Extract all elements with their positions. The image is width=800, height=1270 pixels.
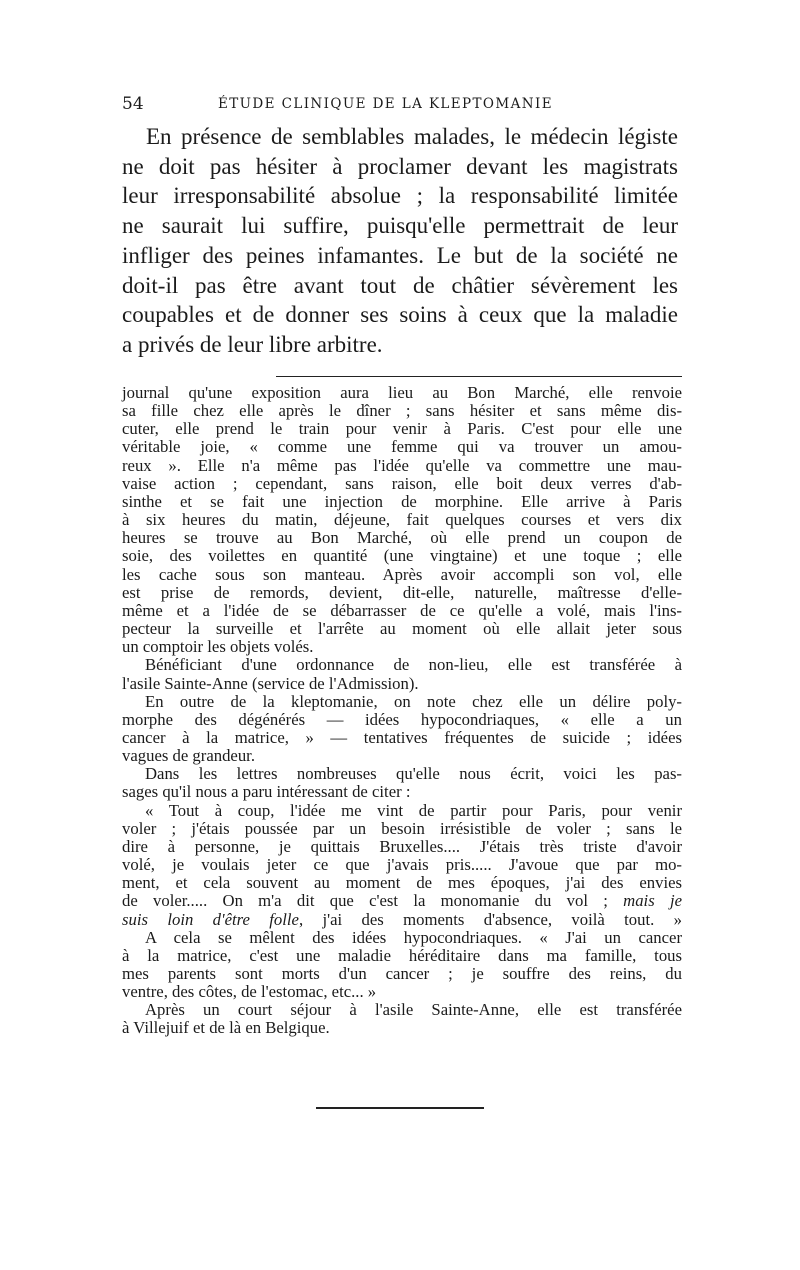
main-line: ne saurait lui suffire, puisqu'elle permettrait de leur	[122, 213, 678, 239]
footnote-line: cuter, elle prend le train pour venir à Paris. C'est pour elle une	[122, 419, 682, 439]
footnote-line: ventre, des côtes, de l'estomac, etc... »	[122, 982, 377, 1002]
footnote-line	[122, 911, 682, 929]
footnote-line: les cache sous son manteau. Après avoir accompli son vol, elle	[122, 564, 682, 584]
footnote-line: heures se trouve au Bon Marché, où elle prend un coupon de	[122, 528, 682, 548]
page-number: 54	[122, 94, 144, 114]
footnote-line: vagues de grandeur.	[122, 746, 255, 766]
end-rule	[316, 1107, 484, 1109]
footnote-text: , j'ai des moments d'absence, voilà tout. »	[298, 909, 682, 929]
main-paragraph	[122, 122, 678, 360]
footnote-line	[122, 874, 682, 892]
main-line: doit-il pas être avant tout de châtier sévèrement les	[122, 272, 678, 298]
footnote-line: voler ; j'étais poussée par un besoin irrésistible de voler ; sans le	[122, 818, 682, 838]
footnote-line: même et a l'idée de se débarrasser de ce qu'elle a volé, mais l'ins-	[122, 600, 682, 620]
footnote-line: En outre de la kleptomanie, on note chez elle un délire poly-	[145, 691, 682, 711]
footnote-line: l'asile Sainte-Anne (service de l'Admission).	[122, 673, 419, 693]
footnote-line: Après un court séjour à l'asile Sainte-Anne, elle est transférée	[145, 1000, 682, 1020]
footnote-line: est prise de remords, devient, dit-elle, naturelle, maîtresse d'elle-	[122, 582, 682, 602]
footnote-line: morphe des dégénérés — idées hypocondriaques, « elle a un	[122, 709, 682, 729]
italic-text: mais je	[623, 891, 682, 911]
footnote-line: véritable joie, « comme une femme qui va trouver un amou-	[122, 437, 682, 457]
footnote-line: A cela se mêlent des idées hypocondriaques. « J'ai un cancer	[145, 927, 682, 947]
footnote-line: à six heures du matin, déjeune, fait quelques courses et vers dix	[122, 510, 682, 530]
footnote-line: dire à personne, je quittais Bruxelles.... J'étais très triste d'avoir	[122, 836, 682, 856]
footnote-line: Bénéficiant d'une ordonnance de non-lieu, elle est transférée à	[145, 655, 682, 675]
footnote-line: sages qu'il nous a paru intéressant de citer :	[122, 782, 411, 802]
footnote-line: soie, des voilettes en quantité (une vingtaine) et une toque ; elle	[122, 546, 682, 566]
footnote-line: à Villejuif et de là en Belgique.	[122, 1018, 330, 1038]
italic-text: suis loin d'être folle	[122, 909, 299, 929]
main-line: En présence de semblables malades, le médecin légiste	[146, 124, 678, 149]
main-line: a privés de leur libre arbitre.	[122, 331, 383, 357]
footnote-line	[122, 892, 682, 910]
footnote-line: sinthe et se fait une injection de morphine. Elle arrive à Paris	[122, 491, 682, 511]
footnote-text: de voler..... On m'a dit que c'est la monomanie du vol ;	[122, 891, 624, 911]
footnote-line: journal qu'une exposition aura lieu au Bon Marché, elle renvoie	[122, 383, 682, 402]
main-line: ne doit pas hésiter à proclamer devant les magistrats	[122, 153, 678, 179]
footnote	[122, 384, 682, 1038]
running-title: ÉTUDE CLINIQUE DE LA KLEPTOMANIE	[218, 96, 553, 112]
footnote-line: sa fille chez elle après le dîner ; sans hésiter et sans même dis-	[122, 401, 682, 421]
footnote-line: « Tout à coup, l'idée me vint de partir pour Paris, pour venir	[145, 800, 682, 820]
footnote-separator	[276, 376, 682, 377]
main-line: leur irresponsabilité absolue ; la responsabilité limitée	[122, 183, 678, 209]
footnote-line: à la matrice, c'est une maladie héréditaire dans ma famille, tous	[122, 945, 682, 965]
page-header	[122, 94, 682, 118]
footnote-line: reux ». Elle n'a même pas l'idée qu'elle va commettre une mau-	[122, 455, 682, 475]
main-line: coupables et de donner ses soins à ceux que la maladie	[122, 302, 678, 328]
main-line: infliger des peines infamantes. Le but de la société ne	[122, 242, 678, 268]
footnote-line: cancer à la matrice, » — tentatives fréquentes de suicide ; idées	[122, 727, 682, 747]
footnote-line: volé, je voulais jeter ce que j'avais pris..... J'avoue que par mo-	[122, 855, 682, 875]
footnote-line: mes parents sont morts d'un cancer ; je souffre des reins, du	[122, 964, 682, 983]
footnote-line: vaise action ; cependant, sans raison, elle boit deux verres d'ab-	[122, 473, 682, 493]
footnote-line: Dans les lettres nombreuses qu'elle nous écrit, voici les pas-	[145, 764, 682, 784]
footnote-line: un comptoir les objets volés.	[122, 637, 314, 657]
footnote-text: ment, et cela souvent au moment de mes époques, j'ai des envies	[122, 873, 682, 893]
footnote-line: pecteur la surveille et l'arrête au moment où elle allait jeter sous	[122, 619, 682, 639]
